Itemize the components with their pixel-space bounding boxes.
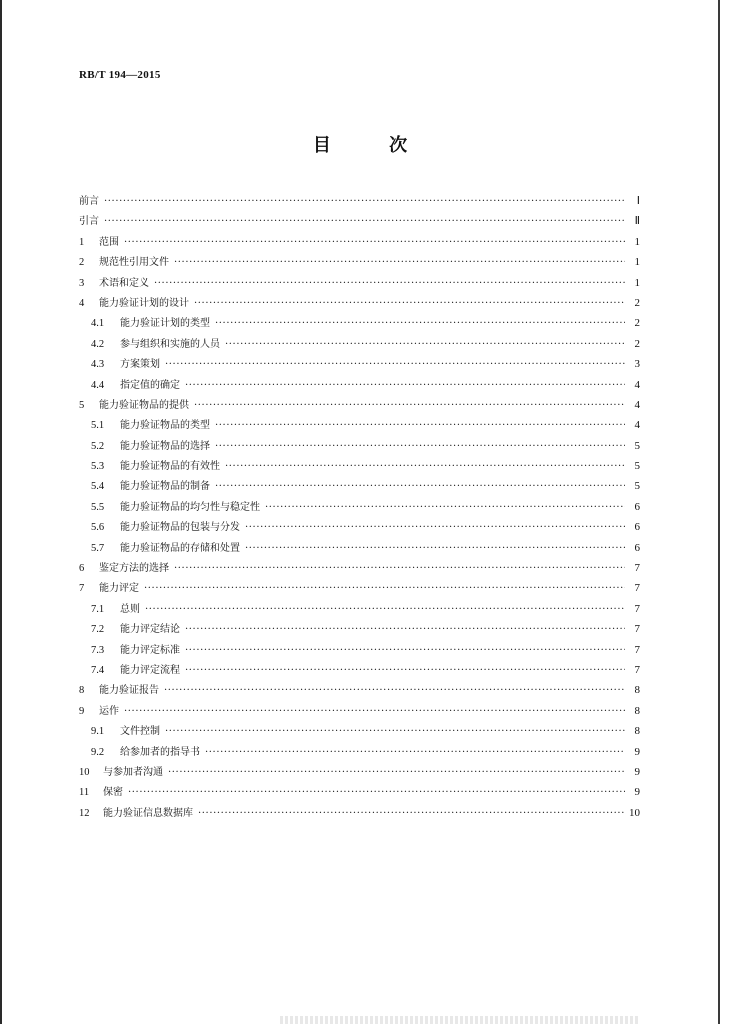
- toc-entry[interactable]: [79, 599, 640, 619]
- toc-entry-number: 5.2: [91, 440, 105, 452]
- toc-entry[interactable]: [79, 762, 640, 782]
- toc-entry-page: 4: [634, 398, 640, 411]
- toc-entry-title: 鉴定方法的选择: [99, 563, 169, 575]
- toc-entry-page: 4: [634, 419, 640, 432]
- toc-leader-dots: [174, 253, 625, 273]
- toc-entry-title: 术语和定义: [99, 277, 149, 289]
- toc-leader-dots: [245, 539, 625, 559]
- toc-entry-title: 文件控制: [120, 726, 160, 738]
- toc-entry-page: 2: [634, 337, 640, 350]
- toc-entry-page: 3: [634, 358, 640, 371]
- toc-leader-dots: [194, 294, 625, 314]
- toc-entry-title: 能力验证物品的类型: [120, 420, 210, 432]
- toc-entry-number: 12: [79, 807, 90, 819]
- toc-entry-title: 总则: [120, 603, 140, 615]
- toc-entry-number: 7.4: [91, 664, 105, 676]
- toc-entry[interactable]: [79, 497, 640, 517]
- toc-entry-number: 11: [79, 787, 90, 799]
- toc-entry-number: 4.1: [91, 318, 105, 330]
- toc-entry-page: 7: [634, 643, 640, 656]
- toc-leader-dots: [165, 355, 625, 375]
- toc-leader-dots: [165, 722, 625, 742]
- toc-leader-dots: [145, 600, 625, 620]
- toc-entry-page: 5: [634, 480, 640, 493]
- toc-entry-title: 能力验证物品的提供: [99, 399, 189, 411]
- toc-leader-dots: [104, 212, 625, 232]
- toc-entry[interactable]: [79, 701, 640, 721]
- toc-entry[interactable]: [79, 334, 640, 354]
- toc-entry-number: 5.1: [91, 420, 105, 432]
- toc-entry-page: 9: [634, 745, 640, 758]
- toc-entry-title: 能力评定结论: [120, 624, 180, 636]
- toc-entry-title: 能力验证报告: [99, 685, 159, 697]
- toc-entry[interactable]: [79, 558, 640, 578]
- toc-entry-title: 能力验证计划的设计: [99, 297, 189, 309]
- toc-entry-number: 4.3: [91, 359, 105, 371]
- document-code: RB/T 194—2015: [79, 69, 161, 81]
- toc-entry-number: 5.3: [91, 461, 105, 473]
- toc-entry-title: 方案策划: [120, 359, 160, 371]
- toc-entry[interactable]: [79, 456, 640, 476]
- toc-entry-number: 5: [79, 399, 85, 411]
- toc-leader-dots: [245, 518, 625, 538]
- toc-entry-number: 2: [79, 257, 85, 269]
- toc-entry-page: 6: [634, 541, 640, 554]
- toc-leader-dots: [194, 396, 625, 416]
- toc-entry[interactable]: [79, 313, 640, 333]
- toc-entry-title: 参与组织和实施的人员: [120, 338, 220, 350]
- toc-leader-dots: [185, 620, 625, 640]
- toc-entry-title: 给参加者的指导书: [120, 746, 200, 758]
- toc-entry[interactable]: [79, 375, 640, 395]
- toc-entry[interactable]: [79, 538, 640, 558]
- toc-entry-title: 能力验证物品的有效性: [120, 461, 220, 473]
- toc-entry-page: 7: [634, 582, 640, 595]
- toc-entry-number: 5.4: [91, 481, 105, 493]
- toc-entry-page: 1: [634, 235, 640, 248]
- toc-leader-dots: [205, 743, 625, 763]
- toc-entry-number: 7.2: [91, 624, 105, 636]
- toc-entry-number: 5.5: [91, 501, 105, 513]
- scan-artifact: [280, 1016, 640, 1024]
- toc-entry[interactable]: [79, 436, 640, 456]
- toc-entry-page: 2: [634, 296, 640, 309]
- toc-leader-dots: [154, 274, 625, 294]
- toc-entry[interactable]: [79, 782, 640, 802]
- toc-entry-page: 7: [634, 663, 640, 676]
- toc-entry-title: 能力评定流程: [120, 664, 180, 676]
- toc-entry-number: 5.7: [91, 542, 105, 554]
- toc-entry[interactable]: [79, 415, 640, 435]
- toc-entry-page: 7: [634, 623, 640, 636]
- toc-entry-title: 运作: [99, 705, 119, 717]
- toc-entry-title: 范围: [99, 236, 119, 248]
- toc-entry-page: Ⅰ: [636, 195, 640, 207]
- toc-entry[interactable]: [79, 721, 640, 741]
- toc-entry[interactable]: [79, 476, 640, 496]
- toc-entry-number: 3: [79, 277, 85, 289]
- toc-leader-dots: [185, 376, 625, 396]
- toc-title: 目 次: [312, 135, 434, 156]
- toc-entry-title: 能力验证物品的均匀性与稳定性: [120, 501, 260, 513]
- toc-entry-title: 能力验证信息数据库: [103, 807, 193, 819]
- toc-entry-title: 能力评定: [99, 583, 139, 595]
- toc-entry-title: 指定值的确定: [120, 379, 180, 391]
- toc-entry-title: 规范性引用文件: [99, 257, 169, 269]
- toc-entry-page: 1: [634, 256, 640, 269]
- toc-entry-number: 4.2: [91, 338, 105, 350]
- toc-leader-dots: [164, 681, 625, 701]
- toc-leader-dots: [185, 661, 625, 681]
- toc-entry-title: 能力验证计划的类型: [120, 318, 210, 330]
- toc-entry[interactable]: [79, 640, 640, 660]
- toc-entry-page: 9: [634, 765, 640, 778]
- table-of-contents: [79, 191, 640, 823]
- toc-entry-page: 2: [634, 317, 640, 330]
- toc-leader-dots: [265, 498, 625, 518]
- toc-entry-page: 1: [634, 276, 640, 289]
- toc-entry-page: 8: [634, 684, 640, 697]
- toc-leader-dots: [128, 783, 625, 803]
- toc-entry-page: 4: [634, 378, 640, 391]
- toc-leader-dots: [225, 335, 625, 355]
- toc-leader-dots: [215, 477, 625, 497]
- toc-entry-title: 能力评定标准: [120, 644, 180, 656]
- toc-entry-page: 7: [634, 562, 640, 575]
- toc-entry[interactable]: [79, 660, 640, 680]
- toc-entry[interactable]: [79, 803, 640, 823]
- toc-entry-number: 8: [79, 685, 85, 697]
- toc-entry-title: 能力验证物品的存储和处置: [120, 542, 240, 554]
- toc-entry[interactable]: [79, 211, 640, 231]
- toc-entry-page: 7: [634, 602, 640, 615]
- toc-entry[interactable]: [79, 517, 640, 537]
- toc-entry-page: 5: [634, 460, 640, 473]
- toc-entry-title: 前言: [79, 196, 99, 207]
- toc-entry[interactable]: [79, 395, 640, 415]
- toc-leader-dots: [124, 702, 625, 722]
- toc-leader-dots: [185, 641, 625, 661]
- toc-entry-page: 9: [634, 786, 640, 799]
- toc-leader-dots: [174, 559, 625, 579]
- toc-leader-dots: [104, 192, 625, 212]
- toc-entry-page: 5: [634, 439, 640, 452]
- toc-entry[interactable]: [79, 293, 640, 313]
- toc-leader-dots: [215, 437, 625, 457]
- toc-entry-number: 7.3: [91, 644, 105, 656]
- toc-entry-page: Ⅱ: [634, 215, 640, 228]
- toc-entry[interactable]: [79, 742, 640, 762]
- toc-entry-number: 6: [79, 563, 85, 575]
- toc-entry[interactable]: [79, 191, 640, 211]
- toc-entry[interactable]: [79, 232, 640, 252]
- toc-entry[interactable]: [79, 273, 640, 293]
- toc-entry-page: 6: [634, 500, 640, 513]
- toc-leader-dots: [124, 233, 625, 253]
- toc-leader-dots: [198, 804, 624, 824]
- toc-entry-title: 能力验证物品的选择: [120, 440, 210, 452]
- toc-entry-number: 9: [79, 705, 85, 717]
- toc-leader-dots: [144, 579, 625, 599]
- toc-entry-page: 6: [634, 521, 640, 534]
- toc-entry-number: 4.4: [91, 379, 105, 391]
- toc-entry-title: 保密: [103, 787, 123, 799]
- toc-entry[interactable]: [79, 354, 640, 374]
- toc-entry[interactable]: [79, 578, 640, 598]
- toc-entry-title: 与参加者沟通: [103, 766, 163, 778]
- toc-entry-title: 能力验证物品的制备: [120, 481, 210, 493]
- toc-entry-page: 8: [634, 704, 640, 717]
- toc-entry-number: 10: [79, 766, 90, 778]
- toc-entry-number: 7: [79, 583, 85, 595]
- toc-entry-page: 10: [629, 806, 640, 819]
- toc-entry-page: 8: [634, 725, 640, 738]
- toc-entry-title: 能力验证物品的包装与分发: [120, 522, 240, 534]
- toc-leader-dots: [225, 457, 625, 477]
- toc-entry[interactable]: [79, 619, 640, 639]
- toc-leader-dots: [168, 763, 625, 783]
- toc-entry[interactable]: [79, 252, 640, 272]
- toc-entry-number: 7.1: [91, 603, 105, 615]
- toc-entry-number: 9.1: [91, 726, 105, 738]
- toc-leader-dots: [215, 314, 625, 334]
- toc-entry-number: 4: [79, 297, 85, 309]
- toc-entry-title: 引言: [79, 216, 99, 228]
- toc-entry-number: 9.2: [91, 746, 105, 758]
- toc-entry-number: 5.6: [91, 522, 105, 534]
- toc-entry[interactable]: [79, 680, 640, 700]
- toc-entry-number: 1: [79, 236, 85, 248]
- toc-leader-dots: [215, 416, 625, 436]
